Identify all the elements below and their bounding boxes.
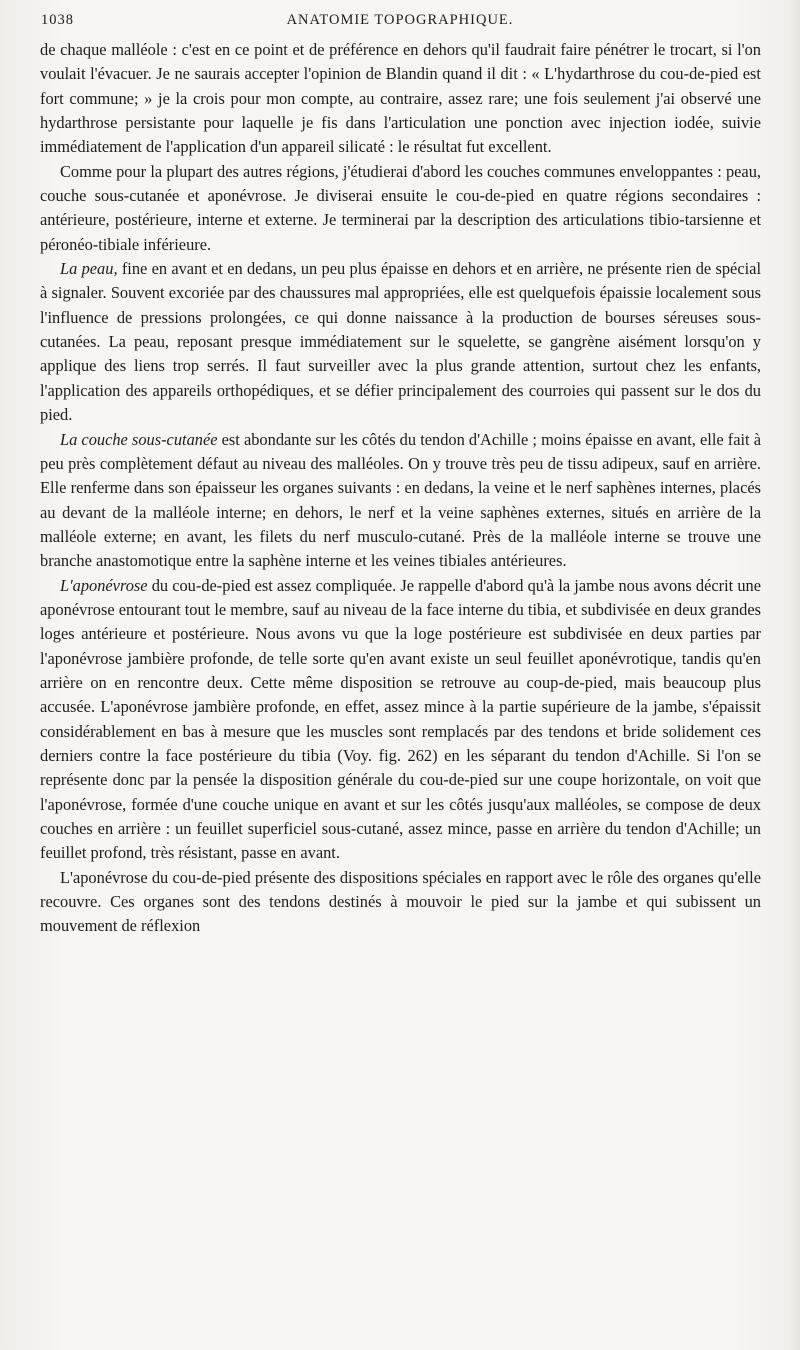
page-number: 1038: [41, 12, 74, 28]
paragraph-hydarthrose: de chaque malléole : c'est en ce point et de préférence en dehors qu'il faudrait faire pénétrer le trocart, si l'on voulait l'évacuer. Je ne saurais accepter l'opinion de Blandin quand il dit : « L'hydarthrose du cou-de-pied est fort commune; » je la crois pour mon compte, au contraire, assez rare; une fois seulement j'ai observé une hydarthrose persistante pour laquelle je fis dans l'articulation une ponction avec injection iodée, suivie immédiatement de l'application d'un appareil silicaté : le résultat fut excellent.: [40, 40, 761, 157]
term-peau: La peau,: [60, 259, 118, 279]
page-edge-shadow: [788, 0, 800, 1350]
term-aponevrose: L'aponévrose: [60, 575, 148, 595]
paragraph-couche-sous-cutanee: [40, 428, 761, 574]
text-couche-sous-cutanee: est abondante sur les côtés du tendon d'Achille ; moins épaisse en avant, elle fait à peu près complètement défaut au niveau des malléoles. On y trouve très peu de tissu adipeux, sauf en arrière. Elle renferme dans son épaisseur les organes suivants : en dedans, la veine et le nerf saphènes internes, placés au devant de la malléole interne; en dehors, le nerf et la veine saphènes externes, situés en arrière de la malléole externe; en avant, les filets du nerf musculo-cutané. Près de la malléole interne se trouve une branche anastomotique entre la saphène interne et les veines tibiales antérieures.: [40, 429, 761, 571]
text-peau: fine en avant et en dedans, un peu plus épaisse en dehors et en arrière, ne présente rien de spécial à signaler. Souvent excoriée par des chaussures mal appropriées, elle est quelquefois épaissie localement sous l'influence de pressions prolongées, ce qui donne naissance à la production de bourses séreuses sous-cutanées. La peau, reposant presque immédiatement sur le squelette, se gangrène aisément lorsqu'on y applique des liens trop serrés. Il faut surveiller avec la plus grande attention, surtout chez les enfants, l'application des appareils orthopédiques, et se défier principalement des courroies qui passent sur le dos du pied.: [40, 259, 761, 425]
paragraph-aponevrose-dispositions: L'aponévrose du cou-de-pied présente des dispositions spéciales en rapport avec le rôle des organes qu'elle recouvre. Ces organes sont des tendons destinés à mouvoir le pied sur la jambe et qui subissent un mouvement de réflexion: [40, 867, 761, 936]
term-couche-sous-cutanee: La couche sous-cutanée: [60, 429, 218, 449]
page-header: [40, 10, 760, 34]
text-aponevrose: du cou-de-pied est assez compliquée. Je rappelle d'abord qu'à la jambe nous avons décrit une aponévrose entourant tout le membre, sauf au niveau de la face interne du tibia, et subdivisée en deux grandes loges antérieure et postérieure. Nous avons vu que la loge postérieure est subdivisée en deux parties par l'aponévrose jambière profonde, de telle sorte qu'en avant existe un seul feuillet aponévrotique, tandis qu'en arrière on en rencontre deux. Cette même disposition se retrouve au coup-de-pied, mais beaucoup plus accusée. L'aponévrose jambière profonde, en effet, assez mince à la partie supérieure de la jambe, s'épaissit considérablement en bas à mesure que les muscles sont remplacés par des tendons et bride solidement ces derniers contre la face postérieure du tibia (Voy. fig. 262) en les séparant du tendon d'Achille. Si l'on se représente donc par la pensée la disposition générale du cou-de-pied sur une coupe horizontale, on voit que l'aponévrose, formée d'une couche unique en avant et sur les côtés jusqu'aux malléoles, se compose de deux couches en arrière : un feuillet superficiel sous-cutané, assez mince, passe en arrière du tendon d'Achille; un feuillet profond, très résistant, passe en avant.: [40, 575, 761, 863]
paragraph-aponevrose: [40, 574, 761, 866]
paragraph-plan: Comme pour la plupart des autres régions, j'étudierai d'abord les couches communes enveloppantes : peau, couche sous-cutanée et aponévrose. Je diviserai ensuite le cou-de-pied en quatre régions secondaires : antérieure, postérieure, interne et externe. Je terminerai par la description des articulations tibio-tarsienne et péronéo-tibiale inférieure.: [40, 161, 761, 254]
paragraph-peau: [40, 257, 761, 427]
body-text: [40, 38, 761, 939]
running-head: ANATOMIE TOPOGRAPHIQUE.: [286, 12, 514, 28]
